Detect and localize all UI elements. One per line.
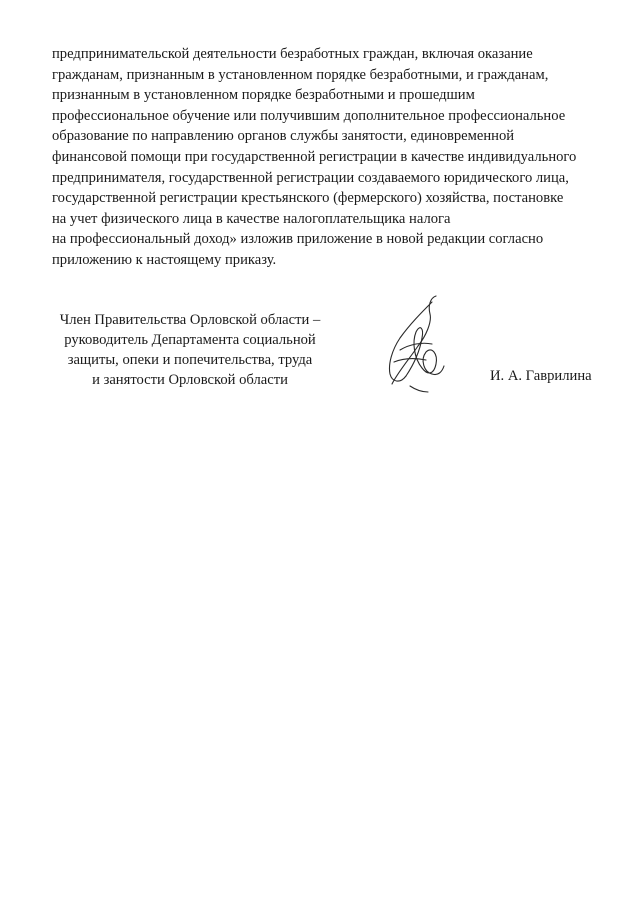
handwritten-signature: [370, 288, 460, 398]
paragraph-line: на учет физического лица в качестве налогоплательщика налога: [52, 210, 451, 227]
paragraph-line: предпринимательской деятельности безработных граждан, включая оказание: [52, 46, 533, 62]
paragraph-line: профессиональное обучение или получившим дополнительное профессиональное: [52, 107, 566, 124]
paragraph-line: на профессиональный доход» изложив приложение в новой редакции согласно: [52, 231, 544, 248]
order-paragraph: [52, 44, 600, 271]
paragraph-line: предпринимателя, государственной регистрации создаваемого юридического лица,: [52, 169, 569, 186]
paragraph-line: гражданам, признанным в установленном порядке безработными, и гражданам,: [52, 66, 549, 83]
signer-position: [40, 310, 340, 390]
signer-name: И. А. Гаврилина: [490, 368, 592, 384]
signer-position-line: руководитель Департамента социальной: [64, 332, 316, 348]
paragraph-line: признанным в установленном порядке безработными и прошедшим: [52, 87, 475, 104]
signer-position-line: защиты, опеки и попечительства, труда: [67, 352, 313, 368]
paragraph-line: государственной регистрации крестьянского (фермерского) хозяйства, постановке: [52, 190, 564, 207]
paragraph-line: образование по направлению органов службы занятости, единовременной: [52, 128, 515, 145]
paragraph-line: финансовой помощи при государственной регистрации в качестве индивидуального: [52, 148, 577, 165]
signer-position-line: и занятости Орловской области: [92, 372, 288, 388]
paragraph-line: приложению к настоящему приказу.: [52, 251, 277, 268]
signer-position-line: Член Правительства Орловской области –: [59, 312, 321, 328]
